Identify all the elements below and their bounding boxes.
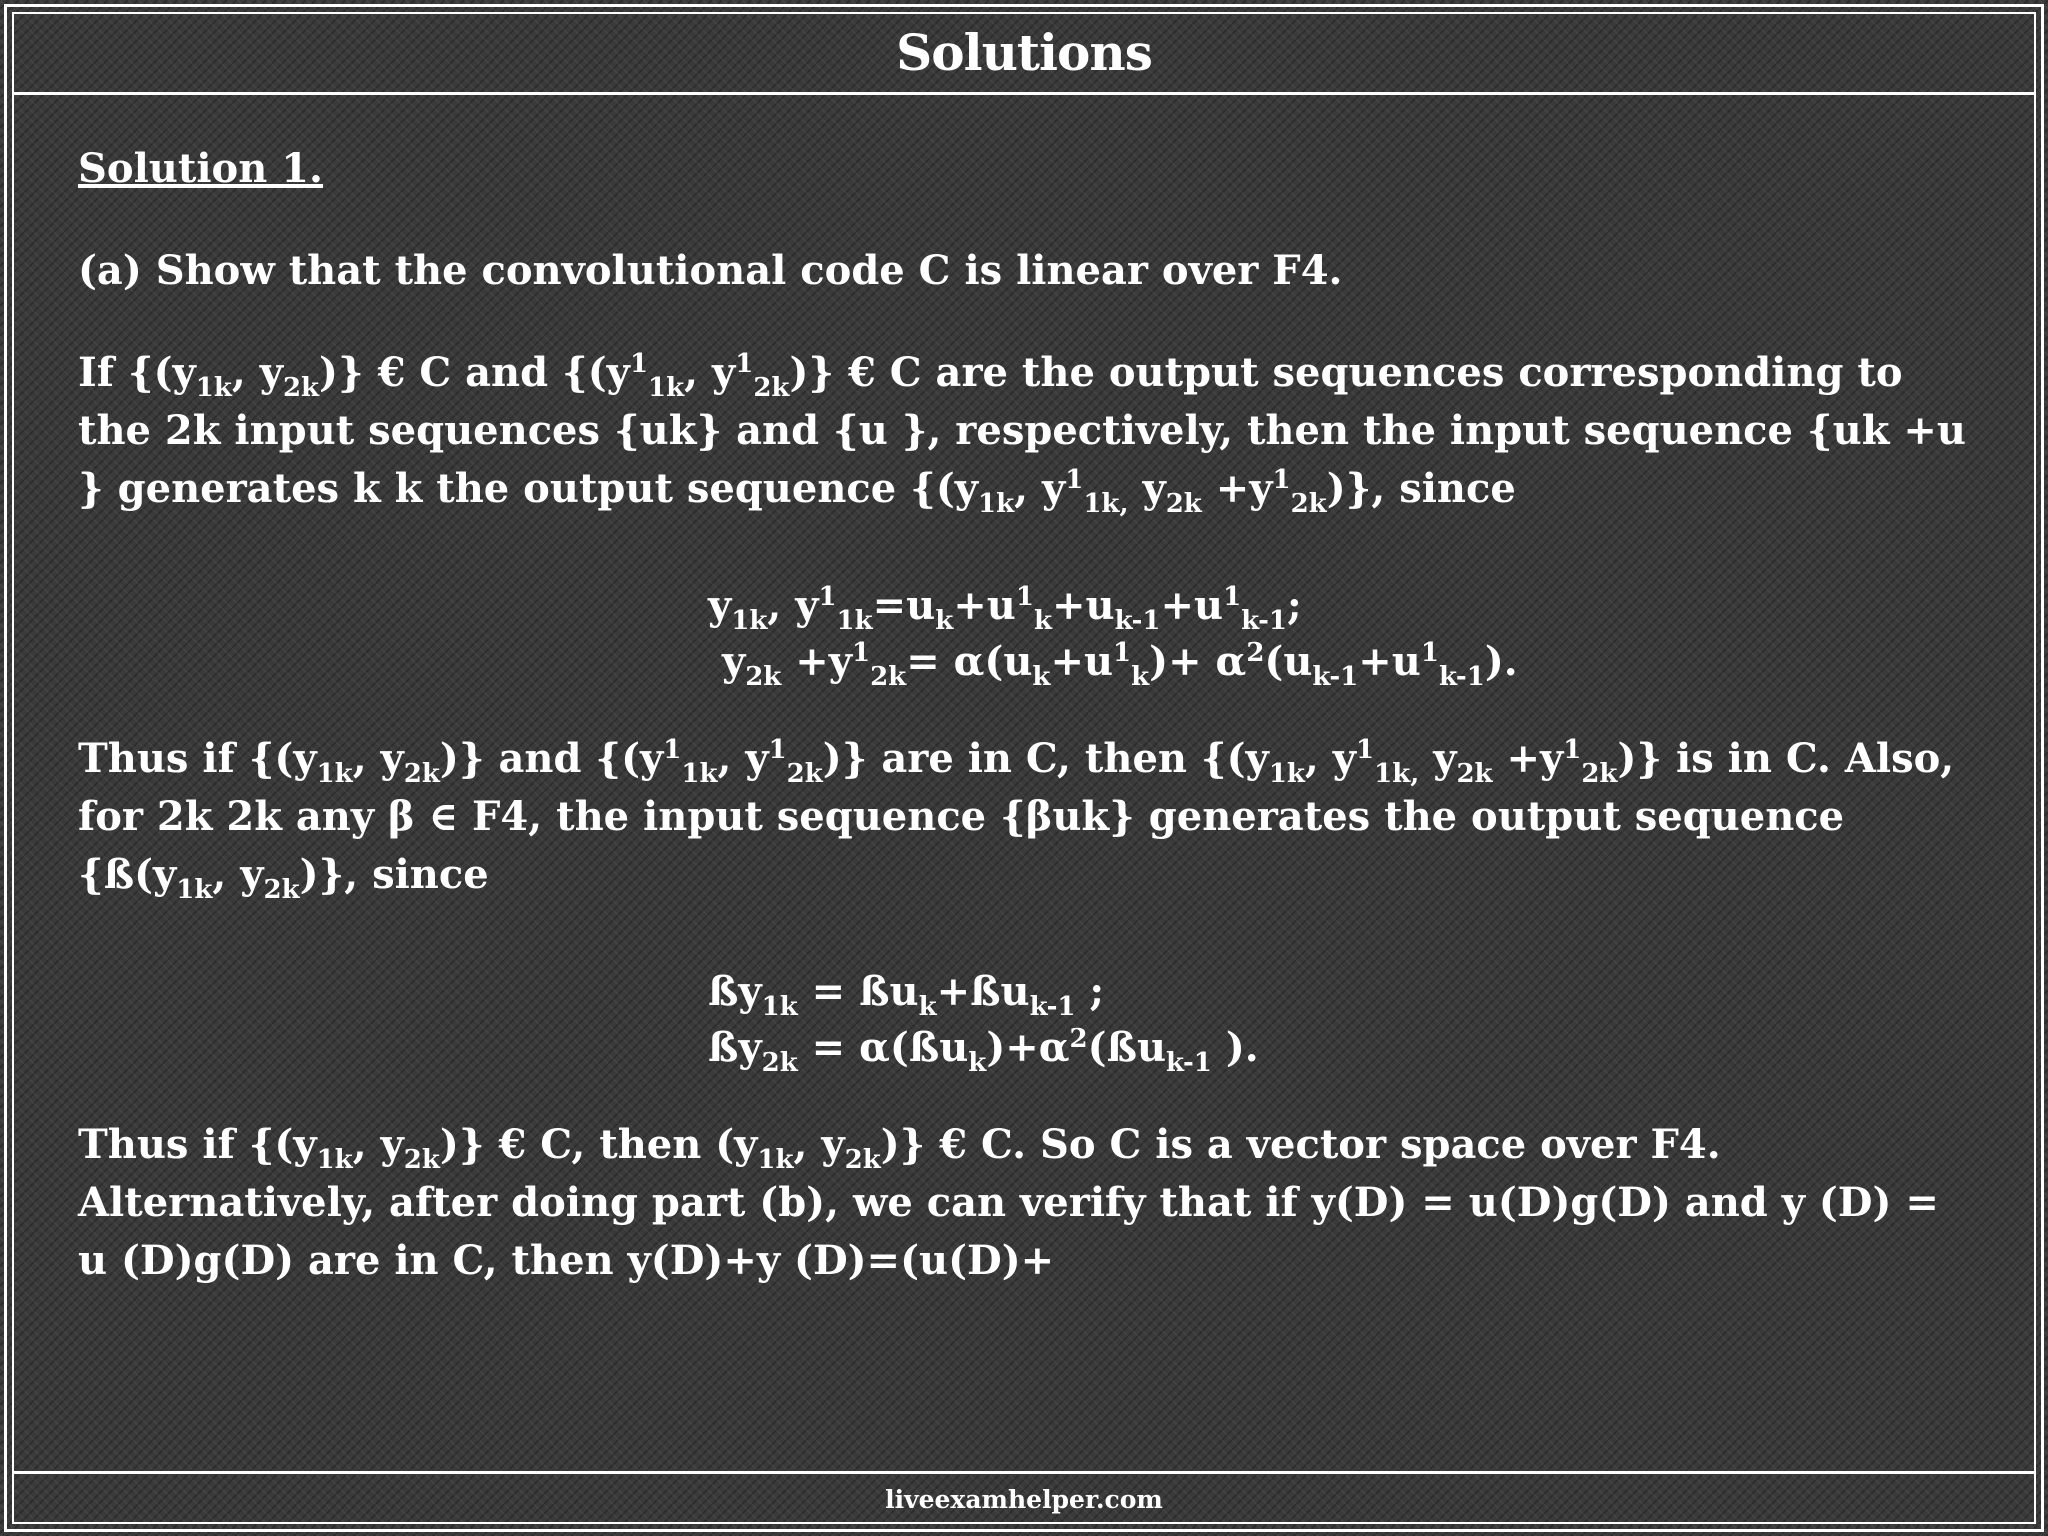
equation-line: $ßy_{1k}$ = $ßu_k+ßu_{k-1}$ ; — [708, 968, 1105, 1022]
equation-block-1 — [708, 578, 1968, 690]
solution-content — [78, 140, 1968, 1290]
paragraph-conclusion: Thus if {($y_{1k}$, $y_{2k}$)} € C, then ($y_{1k}$, $y_{2k}$)} € C. So C is a vector space over F4. Alternatively, after doing part (b), we can verify that if y(D) = u(D)g(D) and y (D) = u (D)g(D) are in C, then y(D)+y (D)=(u(D)+ — [78, 1121, 1939, 1284]
equation-line: $ßy_{2k}$ = $\alpha(ßu_k)+\alpha^2(ßu_{k-1}$ ). — [708, 1024, 1259, 1078]
footer-website: liveexamhelper.com — [885, 1484, 1163, 1514]
part-a-statement: (a) Show that the convolutional code C is linear over F4. — [78, 247, 1343, 294]
equation-line: $y_{1k}$, $y^1_{1k}=u_k+u^1_k+u_{k-1}+u^1_{k-1}$; — [708, 582, 1302, 636]
paragraph-scalar: Thus if {($y_{1k}$, $y_{2k}$)} and {($y^1_{1k}$, $y^1_{2k}$)} are in C, then {($y_{1k}$, $y^1_{1k,}$ $y_{2k} +y^1_{2k}$)} is in C. Also, for 2k 2k any β ∈ F4, the input sequence {βuk} generates the output sequence {$ß(y_{1k}$, $y_{2k}$)}, since — [78, 735, 1955, 905]
page-title: Solutions — [896, 22, 1152, 82]
solution-heading: Solution 1. — [78, 145, 323, 192]
paragraph-linearity: If {($y_{1k}$, $y_{2k}$)} € C and {($y^1_{1k}$, $y^1_{2k}$)} € C are the output sequences corresponding to the 2k input sequences {uk} and {u }, respectively, then the input sequence {uk +u } generates k k the output sequence {($y_{1k}$, $y^1_{1k,}$ $y_{2k} +y^1_{2k}$)}, since — [78, 349, 1966, 519]
footer-band — [12, 1471, 2036, 1524]
equation-block-2 — [708, 964, 1968, 1076]
equation-line: $y_{2k} +y^1_{2k}= \alpha(u_k+u^1_k)+ \alpha^2(u_{k-1}+u^1_{k-1})$. — [721, 638, 1518, 692]
title-band — [12, 12, 2036, 95]
